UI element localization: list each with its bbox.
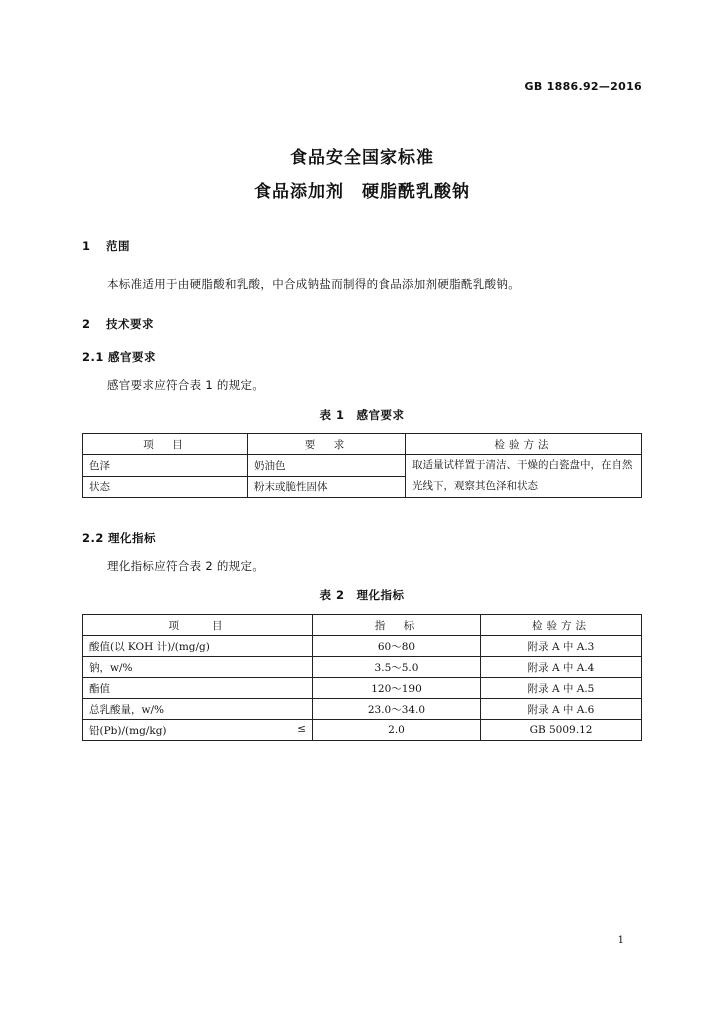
page-number: 1 xyxy=(617,935,624,946)
section-2-1-heading xyxy=(82,349,156,365)
item-label: 酸值(以 KOH 计)/(mg/g) xyxy=(89,640,210,653)
table-row xyxy=(83,699,642,720)
section-2-2-text: 理化指标应符合表 2 的规定。 xyxy=(107,559,265,573)
cell-value: 23.0～34.0 xyxy=(313,699,481,720)
table-row xyxy=(83,657,642,678)
cell-value: 3.5～5.0 xyxy=(313,657,481,678)
cell-requirement: 奶油色 xyxy=(248,455,406,477)
cell-item xyxy=(83,636,313,657)
item-label: 总乳酸量，w/% xyxy=(89,703,165,716)
table-1-sensory xyxy=(82,433,642,498)
cell-item: 状态 xyxy=(83,476,248,498)
table-row xyxy=(83,678,642,699)
table-header-row xyxy=(83,615,642,636)
column-header: 项 目 xyxy=(83,615,313,636)
section-1-text: 本标准适用于由硬脂酸和乳酸，中合成钠盐而制得的食品添加剂硬脂酰乳酸钠。 xyxy=(107,277,520,291)
cell-value: 120～190 xyxy=(313,678,481,699)
cell-method: 附录 A 中 A.3 xyxy=(481,636,642,657)
table-header-row xyxy=(83,434,642,455)
cell-value: 2.0 xyxy=(313,720,481,741)
table-1-caption: 表 1 感官要求 xyxy=(319,408,405,422)
cell-requirement: 粉末或脆性固体 xyxy=(248,476,406,498)
section-2-2-heading xyxy=(82,530,156,546)
item-label: 铅(Pb)/(mg/kg) xyxy=(89,724,167,737)
item-label: 钠，w/% xyxy=(89,661,133,674)
cell-method: GB 5009.12 xyxy=(481,720,642,741)
table-2-physicochemical xyxy=(82,614,642,741)
table-row xyxy=(83,455,642,477)
standard-number: GB 1886.92—2016 xyxy=(524,80,642,93)
section-number: 2 xyxy=(82,317,91,331)
cell-item xyxy=(83,699,313,720)
cell-value: 60～80 xyxy=(313,636,481,657)
section-2-1-text: 感官要求应符合表 1 的规定。 xyxy=(107,378,265,392)
section-title: 技术要求 xyxy=(106,317,154,331)
column-header: 检验方法 xyxy=(406,434,642,455)
column-header: 指 标 xyxy=(313,615,481,636)
cell-item: 色泽 xyxy=(83,455,248,477)
cell-method: 附录 A 中 A.5 xyxy=(481,678,642,699)
section-title: 范围 xyxy=(106,239,130,253)
section-number: 1 xyxy=(82,239,91,253)
section-number: 2.1 xyxy=(82,350,104,364)
section-title: 理化指标 xyxy=(108,531,156,545)
column-header: 检验方法 xyxy=(481,615,642,636)
qualifier-less-equal: ≤ xyxy=(297,722,306,735)
cell-method: 附录 A 中 A.4 xyxy=(481,657,642,678)
section-title: 感官要求 xyxy=(108,350,156,364)
table-row xyxy=(83,636,642,657)
cell-item xyxy=(83,657,313,678)
document-subtitle: 食品添加剂 硬脂酰乳酸钠 xyxy=(254,182,470,202)
cell-method: 取适量试样置于清洁、干燥的白瓷盘中，在自然光线下，观察其色泽和状态 xyxy=(406,455,642,498)
column-header: 要 求 xyxy=(248,434,406,455)
document-title: 食品安全国家标准 xyxy=(290,148,434,168)
table-row xyxy=(83,720,642,741)
cell-item xyxy=(83,720,313,741)
item-label: 酯值 xyxy=(89,682,110,695)
section-number: 2.2 xyxy=(82,531,104,545)
cell-item xyxy=(83,678,313,699)
section-2-heading xyxy=(82,316,154,332)
section-1-heading xyxy=(82,238,130,254)
table-2-caption: 表 2 理化指标 xyxy=(319,588,405,602)
column-header: 项 目 xyxy=(83,434,248,455)
cell-method: 附录 A 中 A.6 xyxy=(481,699,642,720)
